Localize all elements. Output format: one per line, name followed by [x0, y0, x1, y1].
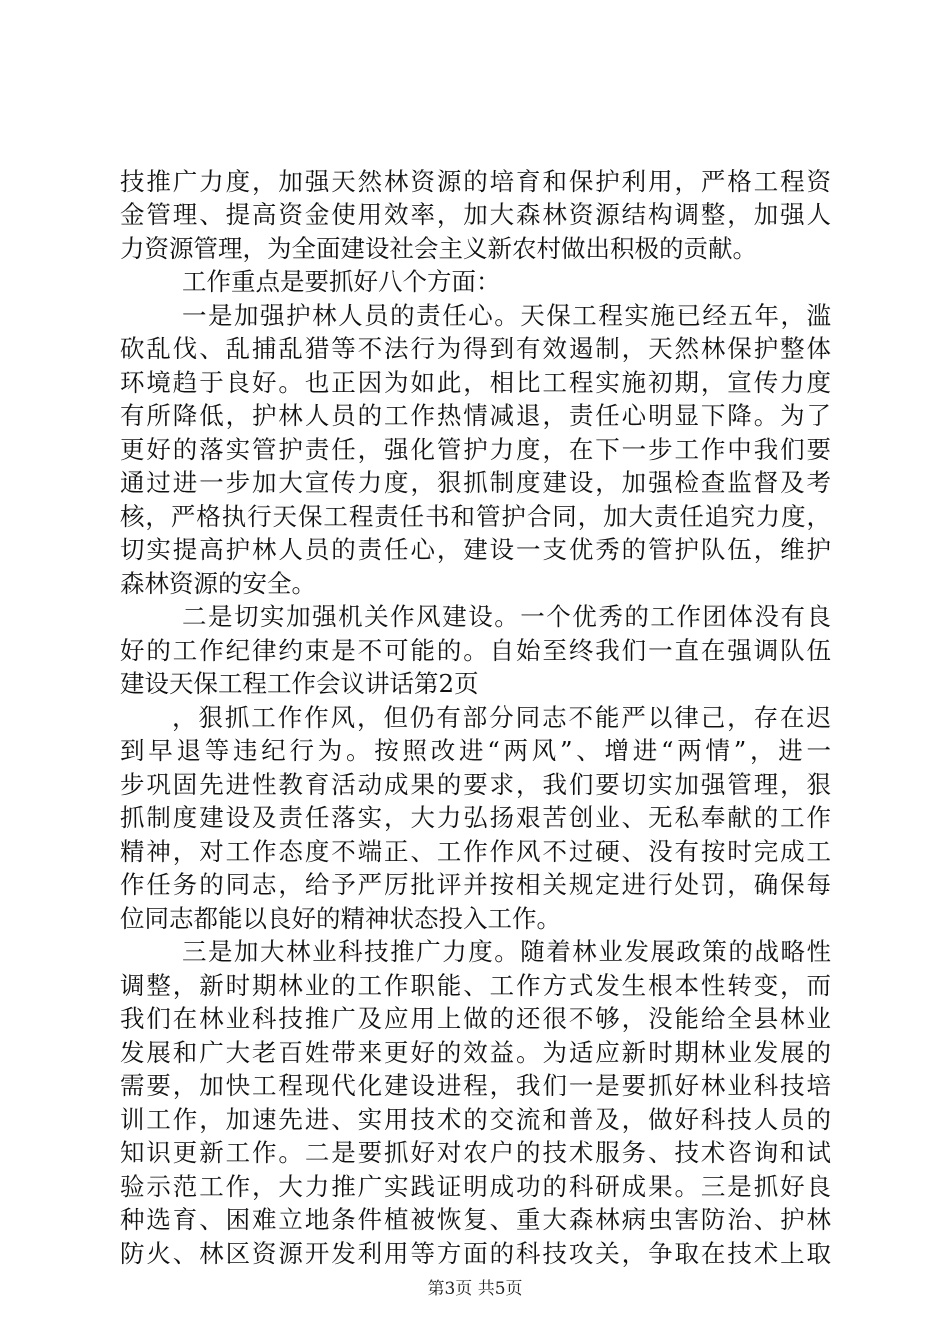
text-line: 训工作，加速先进、实用技术的交流和普及，做好科技人员的	[120, 1104, 831, 1134]
text-line: 力资源管理，为全面建设社会主义新农村做出积极的贡献。	[120, 233, 757, 263]
paragraph-start-line: 三是加大林业科技推广力度。随着林业发展政策的战略性	[182, 937, 831, 967]
text-line: 防火、林区资源开发利用等方面的科技攻关，争取在技术上取	[120, 1238, 831, 1268]
text-line: 切实提高护林人员的责任心，建设一支优秀的管护队伍，维护	[120, 535, 831, 565]
text-line: 发展和广大老百姓带来更好的效益。为适应新时期林业发展的	[120, 1037, 831, 1067]
text-line: 到早退等违纪行为。按照改进“两风”、增进“两情”，进一	[120, 736, 831, 766]
text-line: 森林资源的安全。	[120, 568, 316, 598]
text-line: 位同志都能以良好的精神状态投入工作。	[120, 903, 561, 933]
paragraph-start-line: 二是切实加强机关作风建设。一个优秀的工作团体没有良	[182, 602, 831, 632]
text-line: 抓制度建设及责任落实，大力弘扬艰苦创业、无私奉献的工作	[120, 803, 831, 833]
text-line: 我们在林业科技推广及应用上做的还很不够，没能给全县林业	[120, 1004, 831, 1034]
paragraph-start-line: 一是加强护林人员的责任心。天保工程实施已经五年，滥	[182, 300, 831, 330]
text-line: 更好的落实管护责任，强化管护力度，在下一步工作中我们要	[120, 434, 831, 464]
text-line: 种选育、困难立地条件植被恢复、重大森林病虫害防治、护林	[120, 1205, 831, 1235]
text-line: 验示范工作，大力推广实践证明成功的科研成果。三是抓好良	[120, 1171, 831, 1201]
text-line: 金管理、提高资金使用效率，加大森林资源结构调整，加强人	[120, 200, 831, 230]
text-line: 核，严格执行天保工程责任书和管护合同，加大责任追究力度，	[120, 501, 831, 531]
page-number-footer: 第3页 共5页	[427, 1279, 523, 1299]
text-line: ，狠抓工作作风，但仍有部分同志不能严以律己，存在迟	[172, 702, 831, 732]
text-line: 砍乱伐、乱捕乱猎等不法行为得到有效遏制，天然林保护整体	[120, 334, 831, 364]
text-line: 有所降低，护林人员的工作热情减退，责任心明显下降。为了	[120, 401, 831, 431]
text-line: 知识更新工作。二是要抓好对农户的技术服务、技术咨询和试	[120, 1138, 831, 1168]
text-line: 建设天保工程工作会议讲话第2页	[120, 669, 479, 699]
text-line: 通过进一步加大宣传力度，狠抓制度建设，加强检查监督及考	[120, 468, 831, 498]
text-line: 好的工作纪律约束是不可能的。自始至终我们一直在强调队伍	[120, 635, 831, 665]
text-line: 调整，新时期林业的工作职能、工作方式发生根本性转变，而	[120, 970, 831, 1000]
text-line: 精神，对工作态度不端正、工作作风不过硬、没有按时完成工	[120, 836, 831, 866]
text-line: 环境趋于良好。也正因为如此，相比工程实施初期，宣传力度	[120, 367, 831, 397]
text-line: 步巩固先进性教育活动成果的要求，我们要切实加强管理，狠	[120, 769, 831, 799]
text-line: 需要，加快工程现代化建设进程，我们一是要抓好林业科技培	[120, 1071, 831, 1101]
text-line: 作任务的同志，给予严厉批评并按相关规定进行处罚，确保每	[120, 870, 831, 900]
text-line: 技推广力度，加强天然林资源的培育和保护利用，严格工程资	[120, 167, 831, 196]
paragraph-start-line: 工作重点是要抓好八个方面：	[182, 267, 501, 297]
